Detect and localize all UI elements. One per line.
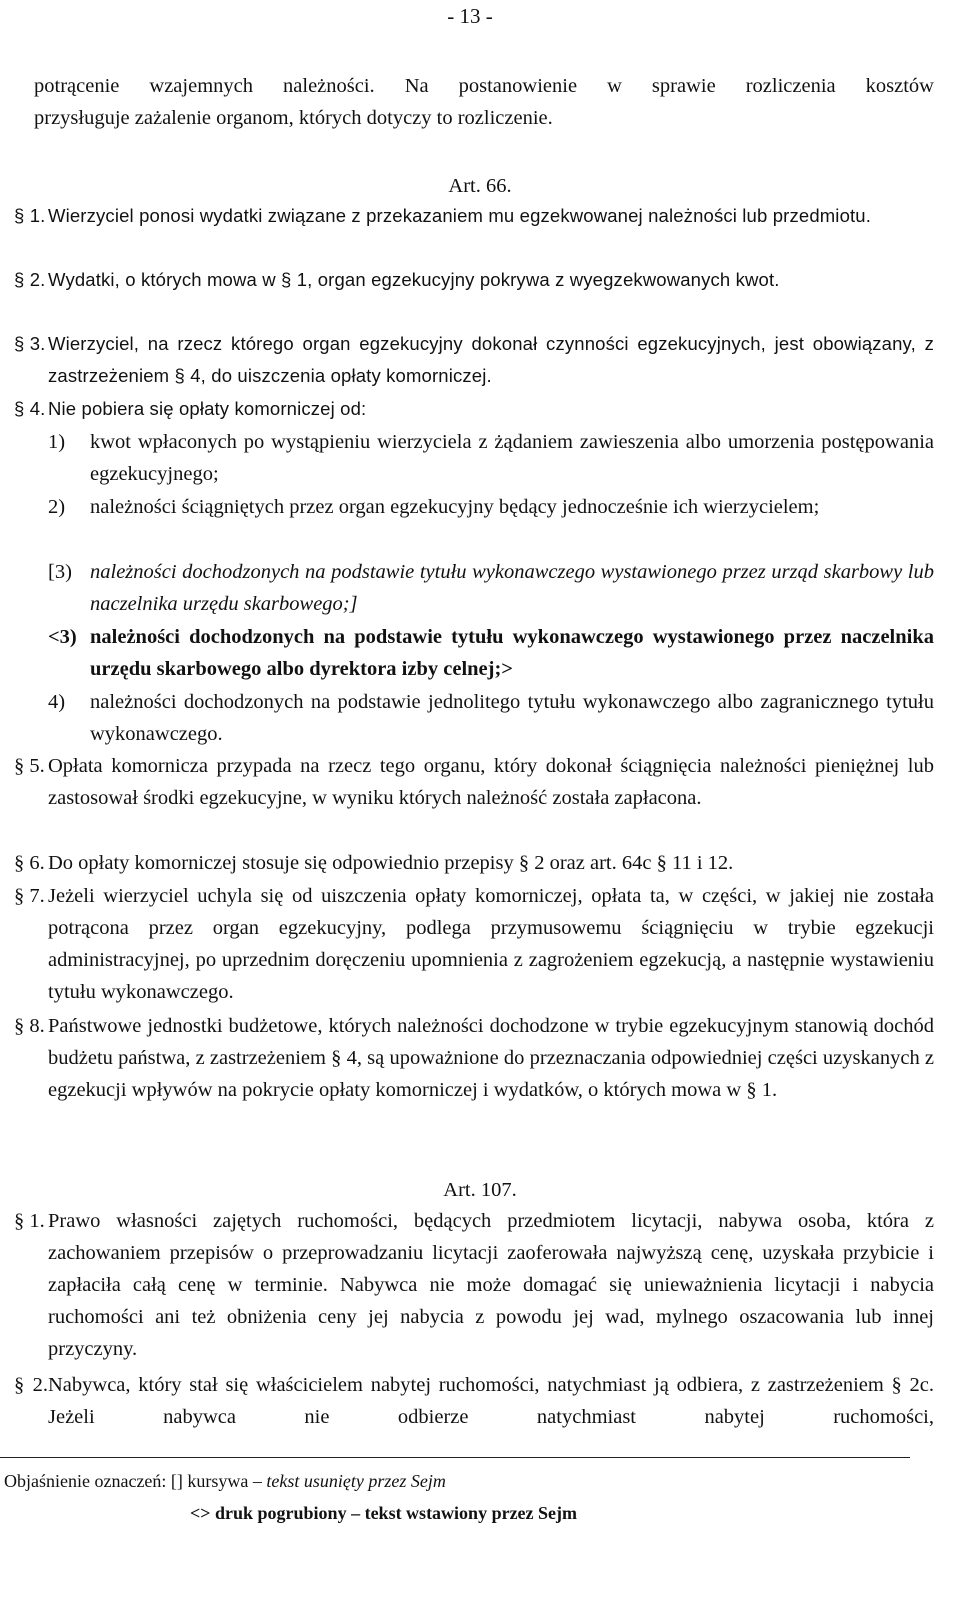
footer-deleted-meaning: tekst usunięty przez Sejm <box>266 1471 446 1491</box>
intro-line-1: potrącenie wzajemnych należności. Na postanowienie w sprawie rozliczenia kosztów <box>34 75 934 97</box>
item-text-deleted: należności dochodzonych na podstawie tytułu wykonawczego wystawionego przez urząd skarbowy lub naczelnika urzędu skarbowego;] <box>90 561 934 615</box>
section-text: Wydatki, o których mowa w § 1, organ egzekucyjny pokrywa z wyegzekwowanych kwot. <box>48 269 780 290</box>
item-text: kwot wpłaconych po wystąpieniu wierzyciela z żądaniem zawieszenia albo umorzenia postępowania egzekucyjnego; <box>90 431 934 485</box>
item-text: należności dochodzonych na podstawie jednolitego tytułu wykonawczego albo zagranicznego tytułu wykonawczego. <box>90 691 934 745</box>
article-66-section-8 <box>14 1010 934 1106</box>
section-number: § 1. <box>14 205 46 226</box>
article-66-section-7 <box>14 880 934 1008</box>
footer-legend-line-2: <> druk pogrubiony – tekst wstawiony przez Sejm <box>190 1503 578 1523</box>
article-107-section-1 <box>14 1205 934 1365</box>
item-number: 2) <box>48 496 66 518</box>
section-text: Państwowe jednostki budżetowe, których należności dochodzone w trybie egzekucyjnym stanowią dochód budżetu państwa, z zastrzeżeniem § 4, są upoważnione do przeznaczania odpowiedniej części uzyskanych z egzekucji wpływów na pokrycie opłaty komorniczej i wydatków, o których mowa w § 1. <box>48 1015 934 1101</box>
list-item-4 <box>48 686 934 750</box>
footer-deleted-marker: [] kursywa <box>170 1471 249 1491</box>
section-text: Nabywca, który stał się właścicielem nabytej ruchomości, natychmiast ją odbiera, z zastrzeżeniem § 2c. Jeżeli nabywca nie odbierze natychmiast nabytej ruchomości, <box>48 1374 934 1428</box>
article-66-section-3 <box>14 328 934 392</box>
article-107-section-2 <box>14 1369 934 1433</box>
article-66-section-2 <box>14 264 934 296</box>
item-text-inserted: należności dochodzonych na podstawie tytułu wykonawczego wystawionego przez naczelnika urzędu skarbowego albo dyrektora izby celnej;> <box>90 626 934 680</box>
article-66-section-5 <box>14 750 934 814</box>
article-66-section-1 <box>14 200 934 232</box>
section-number: § 5. <box>14 755 45 777</box>
article-66-section-6 <box>14 847 934 879</box>
intro-line-2: przysługuje zażalenie organom, których dotyczy to rozliczenie. <box>34 107 553 129</box>
section-number: § 8. <box>14 1015 45 1037</box>
item-number: 1) <box>48 431 66 453</box>
footer-legend-line-1 <box>4 1468 446 1494</box>
section-text: Do opłaty komorniczej stosuje się odpowiednio przepisy § 2 oraz art. 64c § 11 i 12. <box>48 852 734 874</box>
section-number: § 7. <box>14 885 45 907</box>
section-number: § 2. <box>14 1374 48 1396</box>
list-item-1 <box>48 426 934 490</box>
footer-dash: – <box>252 1471 262 1491</box>
item-number: <3) <box>48 626 77 648</box>
article-107-heading: Art. 107. <box>443 1179 517 1201</box>
section-number: § 1. <box>14 1210 45 1232</box>
section-text: Prawo własności zajętych ruchomości, będących przedmiotem licytacji, nabywa osoba, która z zachowaniem przepisów o przeprowadzaniu licytacji zaoferowała najwyższą cenę, uzyskała przybicie i zapłaciła całą cenę w terminie. Nabywca nie może domagać się unieważnienia licytacji i nabycia ruchomości ani też obniżenia ceny jej nabycia z powodu jej wad, mylnego oszacowania lub innej przyczyny. <box>48 1210 934 1360</box>
section-text: Wierzyciel, na rzecz którego organ egzekucyjny dokonał czynności egzekucyjnych, jest obowiązany, z zastrzeżeniem § 4, do uiszczenia opłaty komorniczej. <box>48 333 934 386</box>
item-number: 4) <box>48 691 66 713</box>
section-number: § 3. <box>14 333 46 354</box>
list-item-2 <box>48 491 934 523</box>
section-text: Wierzyciel ponosi wydatki związane z przekazaniem mu egzekwowanej należności lub przedmiotu. <box>48 205 872 226</box>
item-text: należności ściągniętych przez organ egzekucyjny będący jednocześnie ich wierzycielem; <box>90 496 820 518</box>
footer-label: Objaśnienie oznaczeń: <box>4 1471 167 1491</box>
list-item-3-deleted <box>48 556 934 620</box>
section-text: Jeżeli wierzyciel uchyla się od uiszczenia opłaty komorniczej, opłata ta, w części, w jakiej nie została potrącona przez organ egzekucyjny, podlega przymusowemu ściągnięciu w trybie egzekucji administracyjnej, po uprzednim doręczeniu upomnienia z zagrożeniem egzekucją, a następnie wystawieniu tytułu wykonawczego. <box>48 885 934 1003</box>
section-text: Nie pobiera się opłaty komorniczej od: <box>48 398 367 419</box>
page-number: - 13 - <box>447 4 493 28</box>
section-number: § 2. <box>14 269 46 290</box>
article-66-section-4 <box>14 393 934 425</box>
section-number: § 4. <box>14 398 46 419</box>
footer-divider <box>0 1457 910 1458</box>
section-number: § 6. <box>14 852 45 874</box>
item-number: [3) <box>48 561 72 583</box>
section-text: Opłata komornicza przypada na rzecz tego organu, który dokonał ściągnięcia należności pieniężnej lub zastosował środki egzekucyjne, w wyniku których należność została zapłacona. <box>48 755 934 809</box>
article-66-heading: Art. 66. <box>448 175 512 197</box>
list-item-3-inserted <box>48 621 934 685</box>
